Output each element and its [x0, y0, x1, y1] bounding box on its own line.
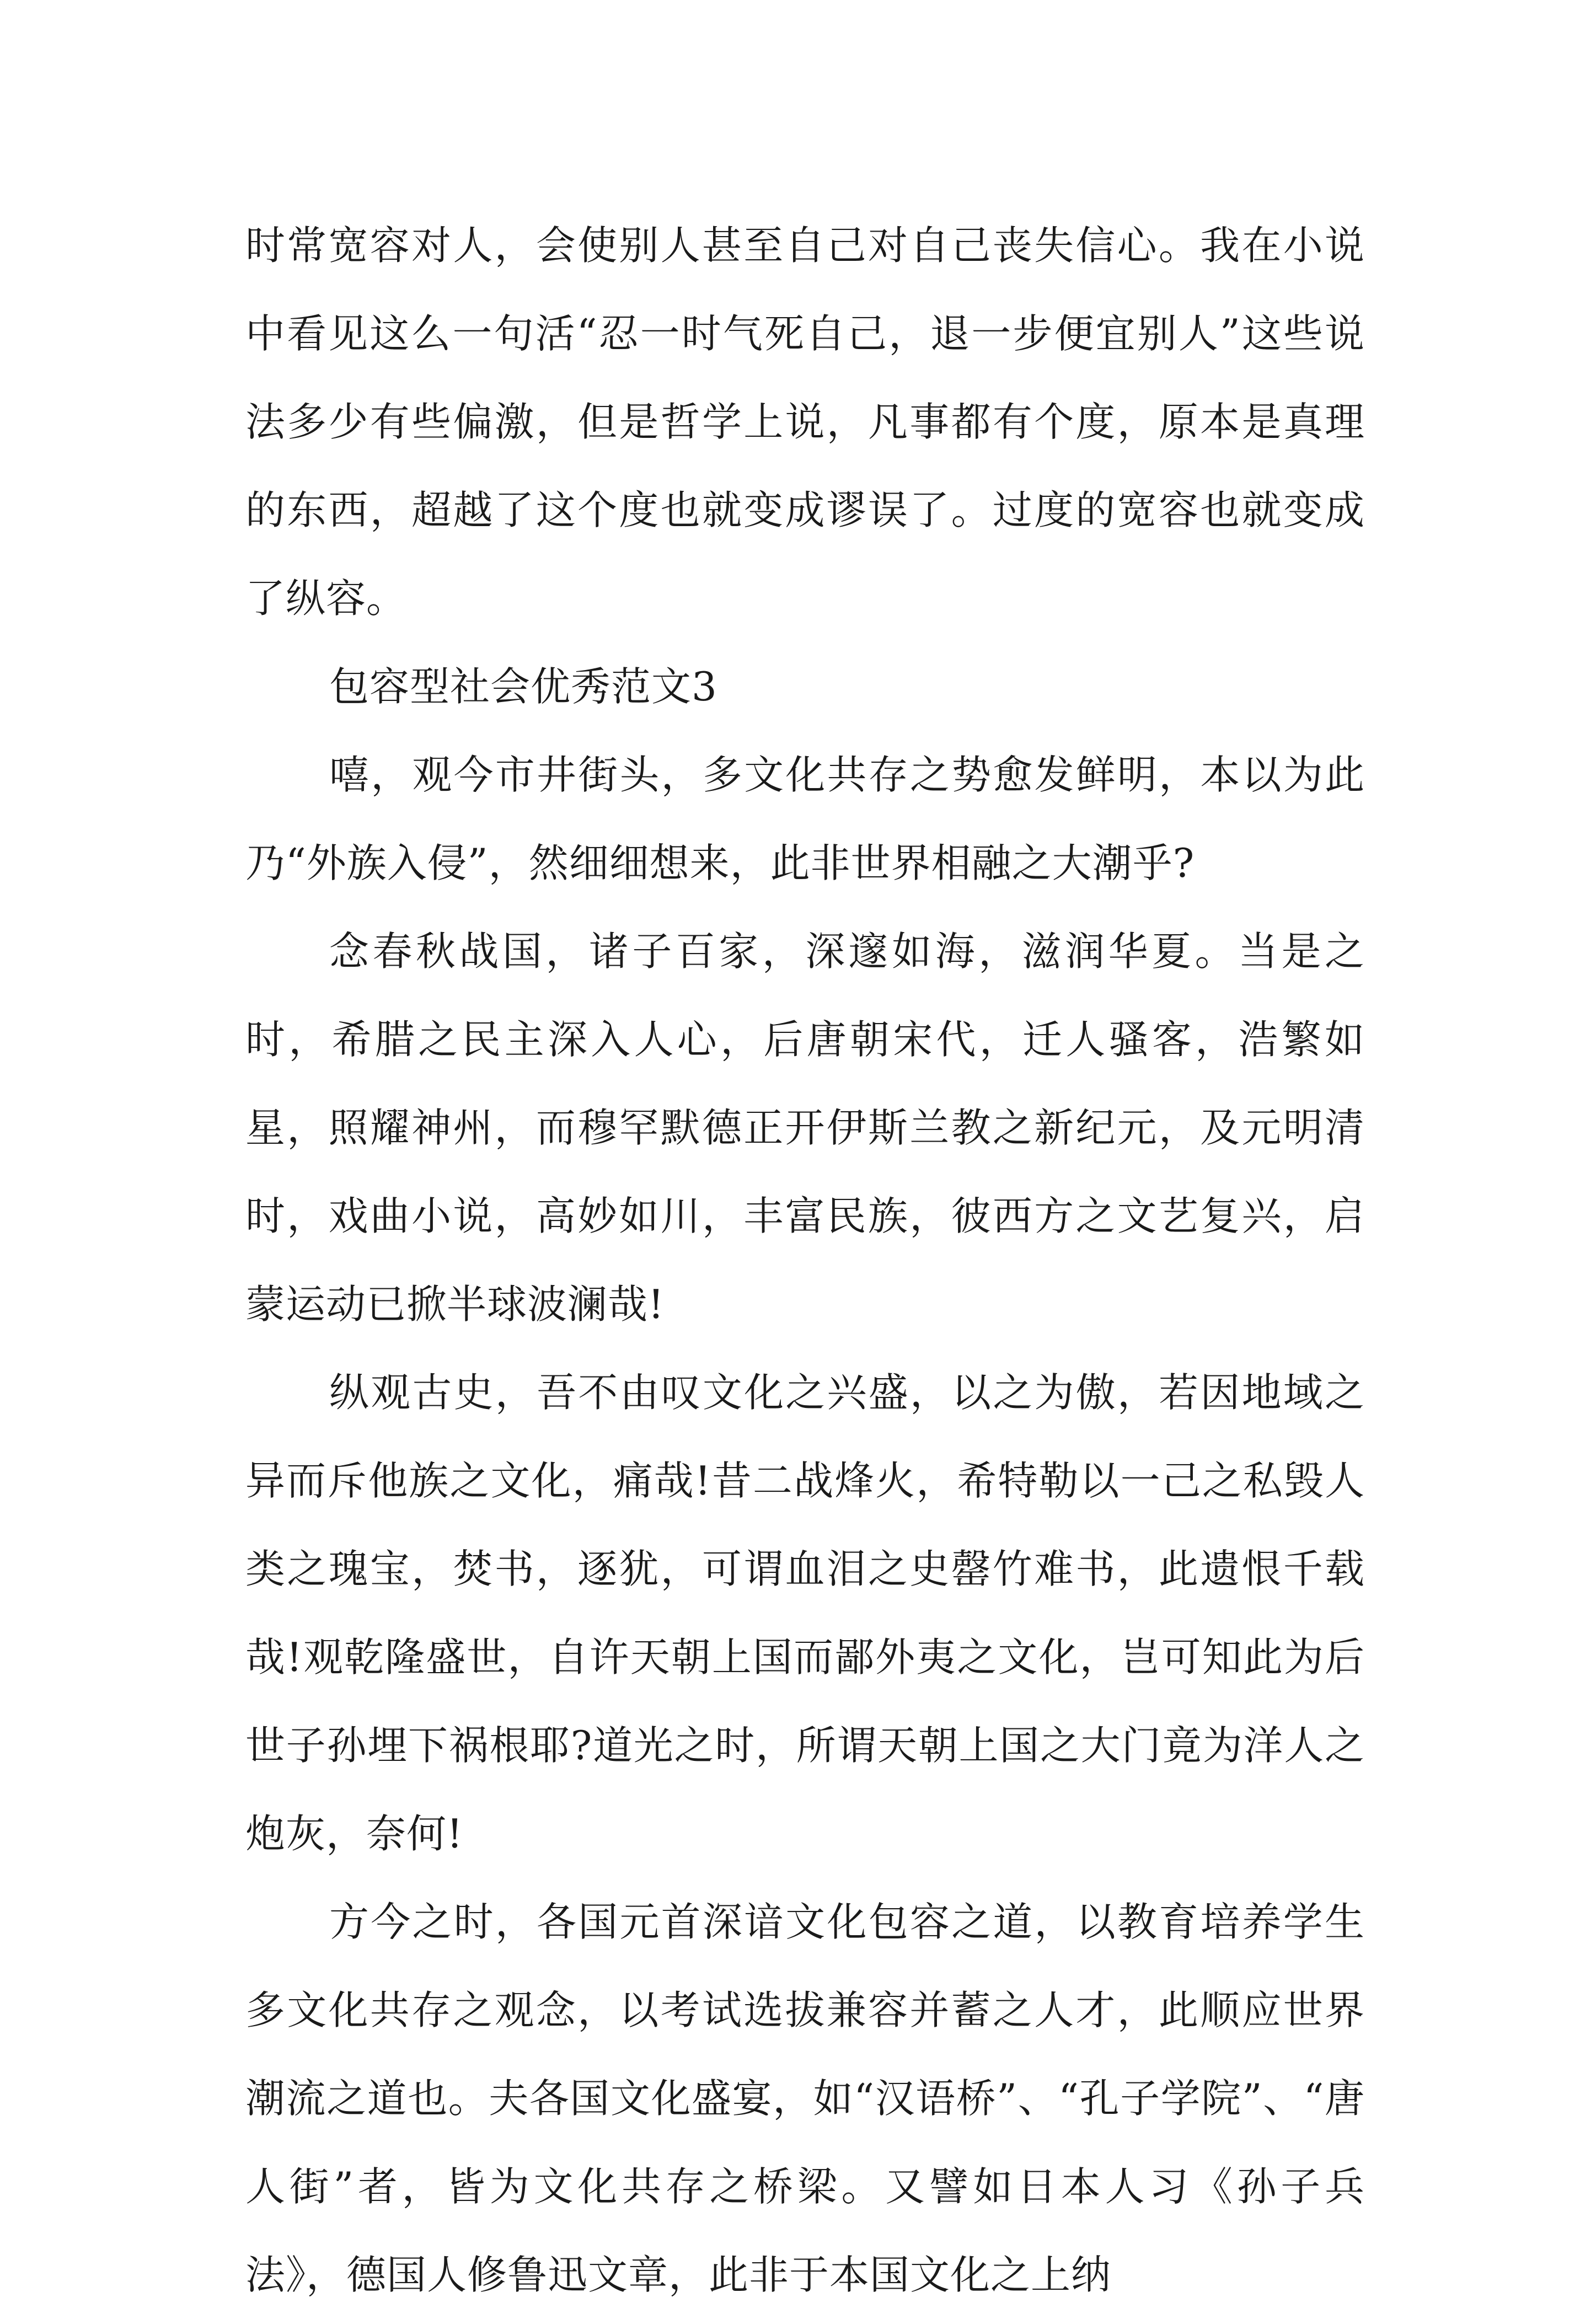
paragraph-2: 念春秋战国，诸子百家，深邃如海，滋润华夏。当是之时，希腊之民主深入人心，后唐朝宋代，迁人骚客，浩繁如星，照耀神州，而穆罕默德正开伊斯兰教之新纪元，及元明清时，戏曲小说，高妙如川，丰富民族，彼西方之文艺复兴，启蒙运动已掀半球波澜哉! [245, 928, 1365, 1327]
paragraph-4: 方今之时，各国元首深谙文化包容之道，以教育培养学生多文化共存之观念，以考试选拔兼容并蓄之人才，此顺应世界潮流之道也。夫各国文化盛宴，如“汉语桥”、“孔子学院”、“唐人街”者，皆为文化共存之桥梁。又譬如日本人习《孙子兵法》，德国人修鲁迅文章，此非于本国文化之上纳 [245, 1899, 1365, 2298]
document-body [245, 201, 1365, 2319]
paragraph-3: 纵观古史，吾不由叹文化之兴盛，以之为傲，若因地域之异而斥他族之文化，痛哉!昔二战烽火，希特勒以一己之私毁人类之瑰宝，焚书，逐犹，可谓血泪之史罄竹难书，此遗恨千载哉!观乾隆盛世，自许天朝上国而鄙外夷之文化，岂可知此为后世子孙埋下祸根耶?道光之时，所谓天朝上国之大门竟为洋人之炮灰，奈何! [245, 1369, 1365, 1857]
paragraph-continuation: 时常宽容对人，会使别人甚至自己对自己丧失信心。我在小说中看见这么一句活“忍一时气死自己，退一步便宜别人”这些说法多少有些偏激，但是哲学上说，凡事都有个度，原本是真理的东西，超越了这个度也就变成谬误了。过度的宽容也就变成了纵容。 [245, 222, 1365, 622]
section-heading: 包容型社会优秀范文3 [329, 663, 717, 710]
paragraph-1: 嘻，观今市井街头，多文化共存之势愈发鲜明，本以为此乃“外族入侵”，然细细想来，此非世界相融之大潮乎? [245, 752, 1365, 886]
